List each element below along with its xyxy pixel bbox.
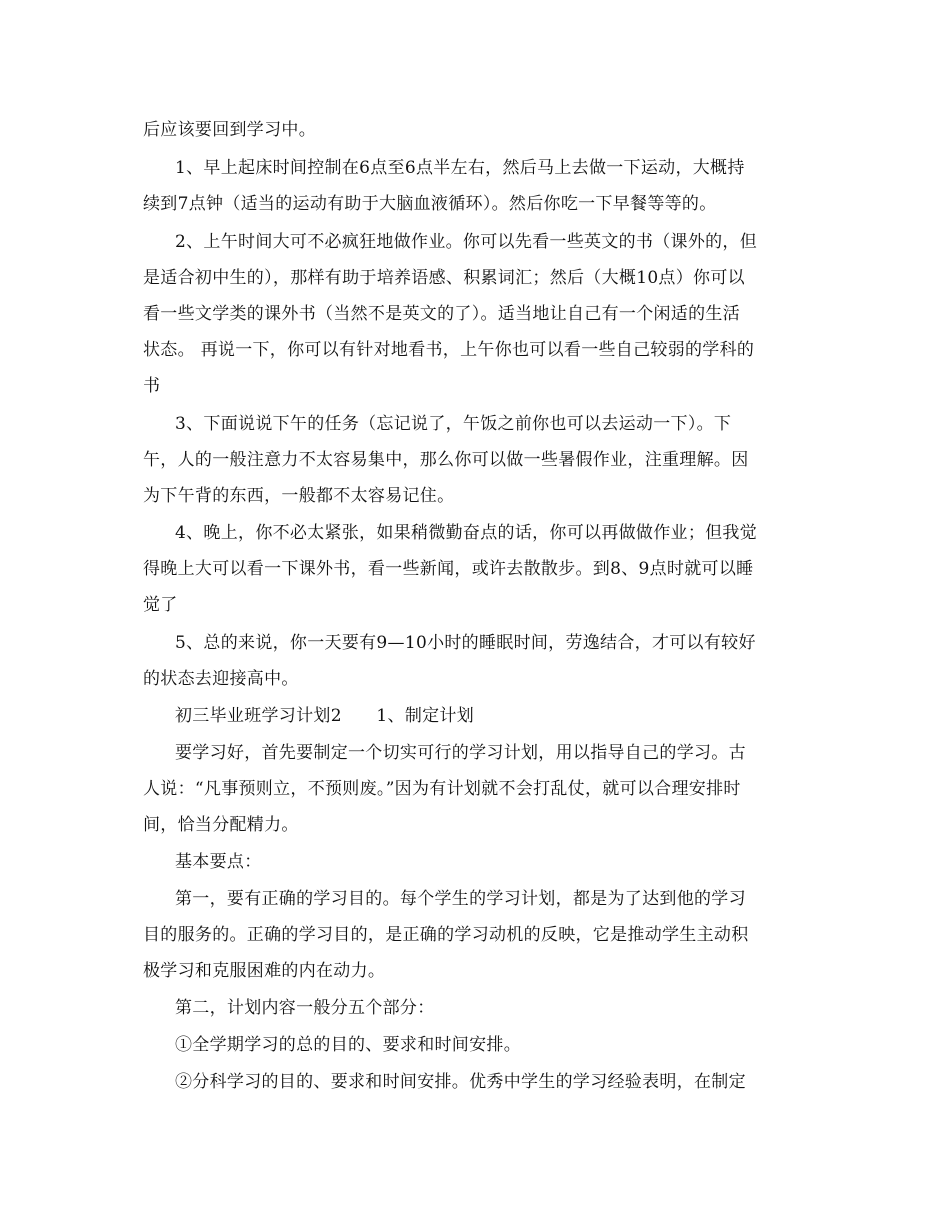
text-line: 续到7点钟（适当的运动有助于大脑血液循环）。然后你吃一下早餐等等的。 <box>143 194 717 214</box>
text-line: 第一，要有正确的学习目的。每个学生的学习计划，都是为了达到他的学习 <box>175 889 746 909</box>
text-line: 基本要点： <box>175 852 262 872</box>
section-heading: 初三毕业班学习计划2 1、制定计划 <box>175 706 475 726</box>
text-line: 2、上午时间大可不必疯狂地做作业。你可以先看一些英文的书（课外的，但 <box>175 232 758 252</box>
text-line: 极学习和克服困难的内在动力。 <box>143 961 386 981</box>
text-line: 要学习好，首先要制定一个切实可行的学习计划，用以指导自己的学习。古 <box>175 743 746 763</box>
text-line: 看一些文学类的课外书（当然不是英文的了）。适当地让自己有一个闲适的生活 <box>143 304 740 324</box>
text-line: 的状态去迎接高中。 <box>143 669 299 689</box>
text-line: 午，人的一般注意力不太容易集中，那么你可以做一些暑假作业，注重理解。因 <box>143 450 749 470</box>
text-line: 目的服务的。正确的学习目的，是正确的学习动机的反映，它是推动学生主动积 <box>143 925 749 945</box>
text-line: 5、总的来说，你一天要有9—10小时的睡眠时间，劳逸结合，才可以有较好 <box>175 633 756 653</box>
text-line: ②分科学习的目的、要求和时间安排。优秀中学生的学习经验表明，在制定 <box>175 1072 746 1092</box>
text-line: 状态。 再说一下，你可以有针对地看书，上午你也可以看一些自己较弱的学科的 <box>143 340 755 360</box>
text-line: 第二，计划内容一般分五个部分： <box>175 998 435 1018</box>
text-line: 为下午背的东西，一般都不太容易记住。 <box>143 486 455 506</box>
text-line: 1、早上起床时间控制在6点至6点半左右，然后马上去做一下运动，大概持 <box>175 158 745 178</box>
text-line: 书 <box>143 376 161 396</box>
text-line: 间，恰当分配精力。 <box>143 815 299 835</box>
text-line: 后应该要回到学习中。 <box>143 120 316 140</box>
text-line: 人说：“凡事预则立，不预则废。”因为有计划就不会打乱仗，就可以合理安排时 <box>143 779 741 799</box>
text-line: 4、晚上，你不必太紧张，如果稍微勤奋点的话，你可以再做做作业；但我觉 <box>175 523 758 543</box>
text-line: ①全学期学习的总的目的、要求和时间安排。 <box>175 1035 521 1055</box>
text-line: 是适合初中生的），那样有助于培养语感、积累词汇；然后（大概10点）你可以 <box>143 268 745 288</box>
text-line: 觉了 <box>143 595 178 615</box>
text-line: 3、下面说说下午的任务（忘记说了，午饭之前你也可以去运动一下）。下 <box>175 414 732 434</box>
text-line: 得晚上大可以看一下课外书，看一些新闻，或许去散散步。到8、9点时就可以睡 <box>143 559 754 579</box>
